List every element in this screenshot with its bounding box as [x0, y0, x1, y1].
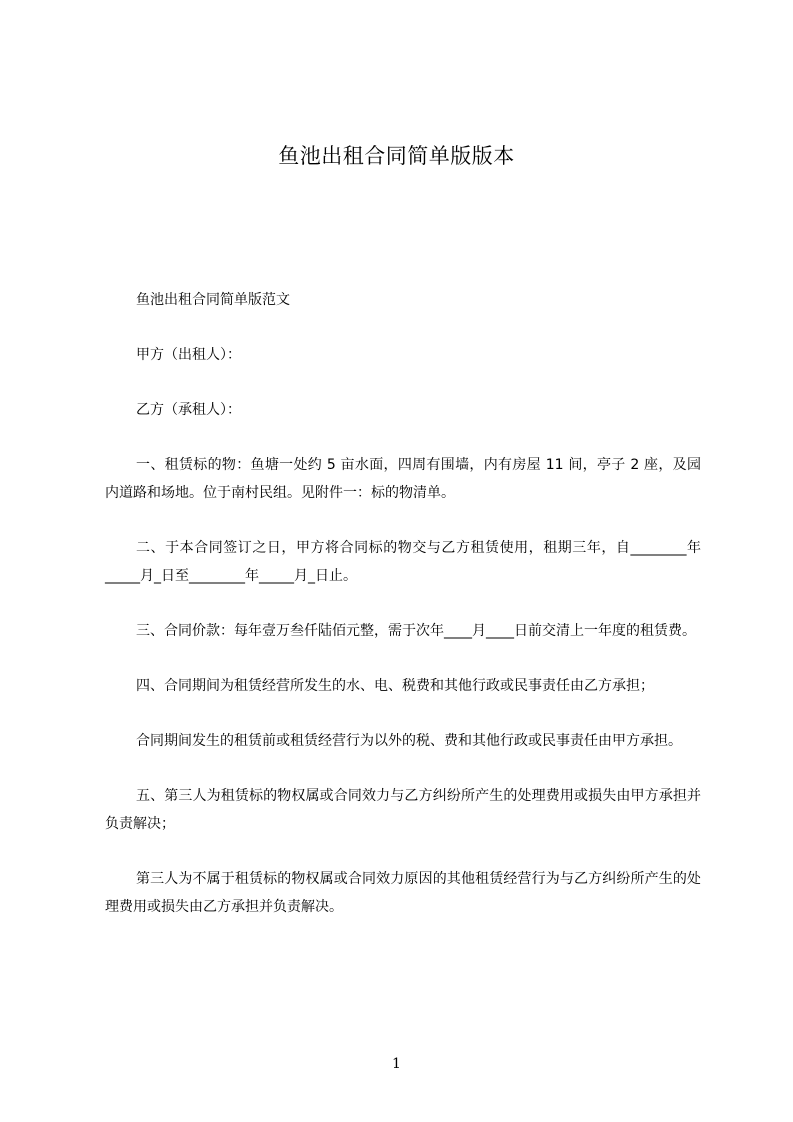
paragraph-clause-5-continued: 第三人为不属于租赁标的物权属或合同效力原因的其他租赁经营行为与乙方纠纷所产生的处理费用或损失由乙方承担并负责解决。: [105, 871, 701, 915]
paragraph-clause-3: 三、合同价款：每年壹万叁仟陆佰元整，需于次年____月____日前交清上一年度的租赁费。: [136, 623, 696, 639]
paragraph-clause-5: 五、第三人为租赁标的物权属或合同效力与乙方纠纷所产生的处理费用或损失由甲方承担并负责解决；: [105, 788, 701, 832]
paragraph-clause-4: 四、合同期间为租赁经营所发生的水、电、税费和其他行政或民事责任由乙方承担；: [136, 678, 654, 694]
document-title: 鱼池出租合同简单版版本: [278, 144, 515, 168]
paragraph-party-a: 甲方（出租人）：: [136, 347, 241, 363]
paragraph-party-b: 乙方（承租人）：: [136, 402, 241, 418]
paragraph-clause-1: 一、租赁标的物：鱼塘一处约 5 亩水面，四周有围墙，内有房屋 11 间，亭子 2 座，及园内道路和场地。位于南村民组。见附件一：标的物清单。: [105, 457, 701, 501]
document-body: [105, 286, 701, 948]
paragraph-clause-4-continued: 合同期间发生的租赁前或租赁经营行为以外的税、费和其他行政或民事责任由甲方承担。: [136, 733, 682, 749]
paragraph-clause-2: 二、于本合同签订之日，甲方将合同标的物交与乙方租赁使用，租期三年，自________年_____月_日至________年_____月_日止。: [105, 540, 701, 584]
paragraph-heading: 鱼池出租合同简单版范文: [136, 292, 290, 308]
page-number: 1: [392, 1056, 401, 1072]
